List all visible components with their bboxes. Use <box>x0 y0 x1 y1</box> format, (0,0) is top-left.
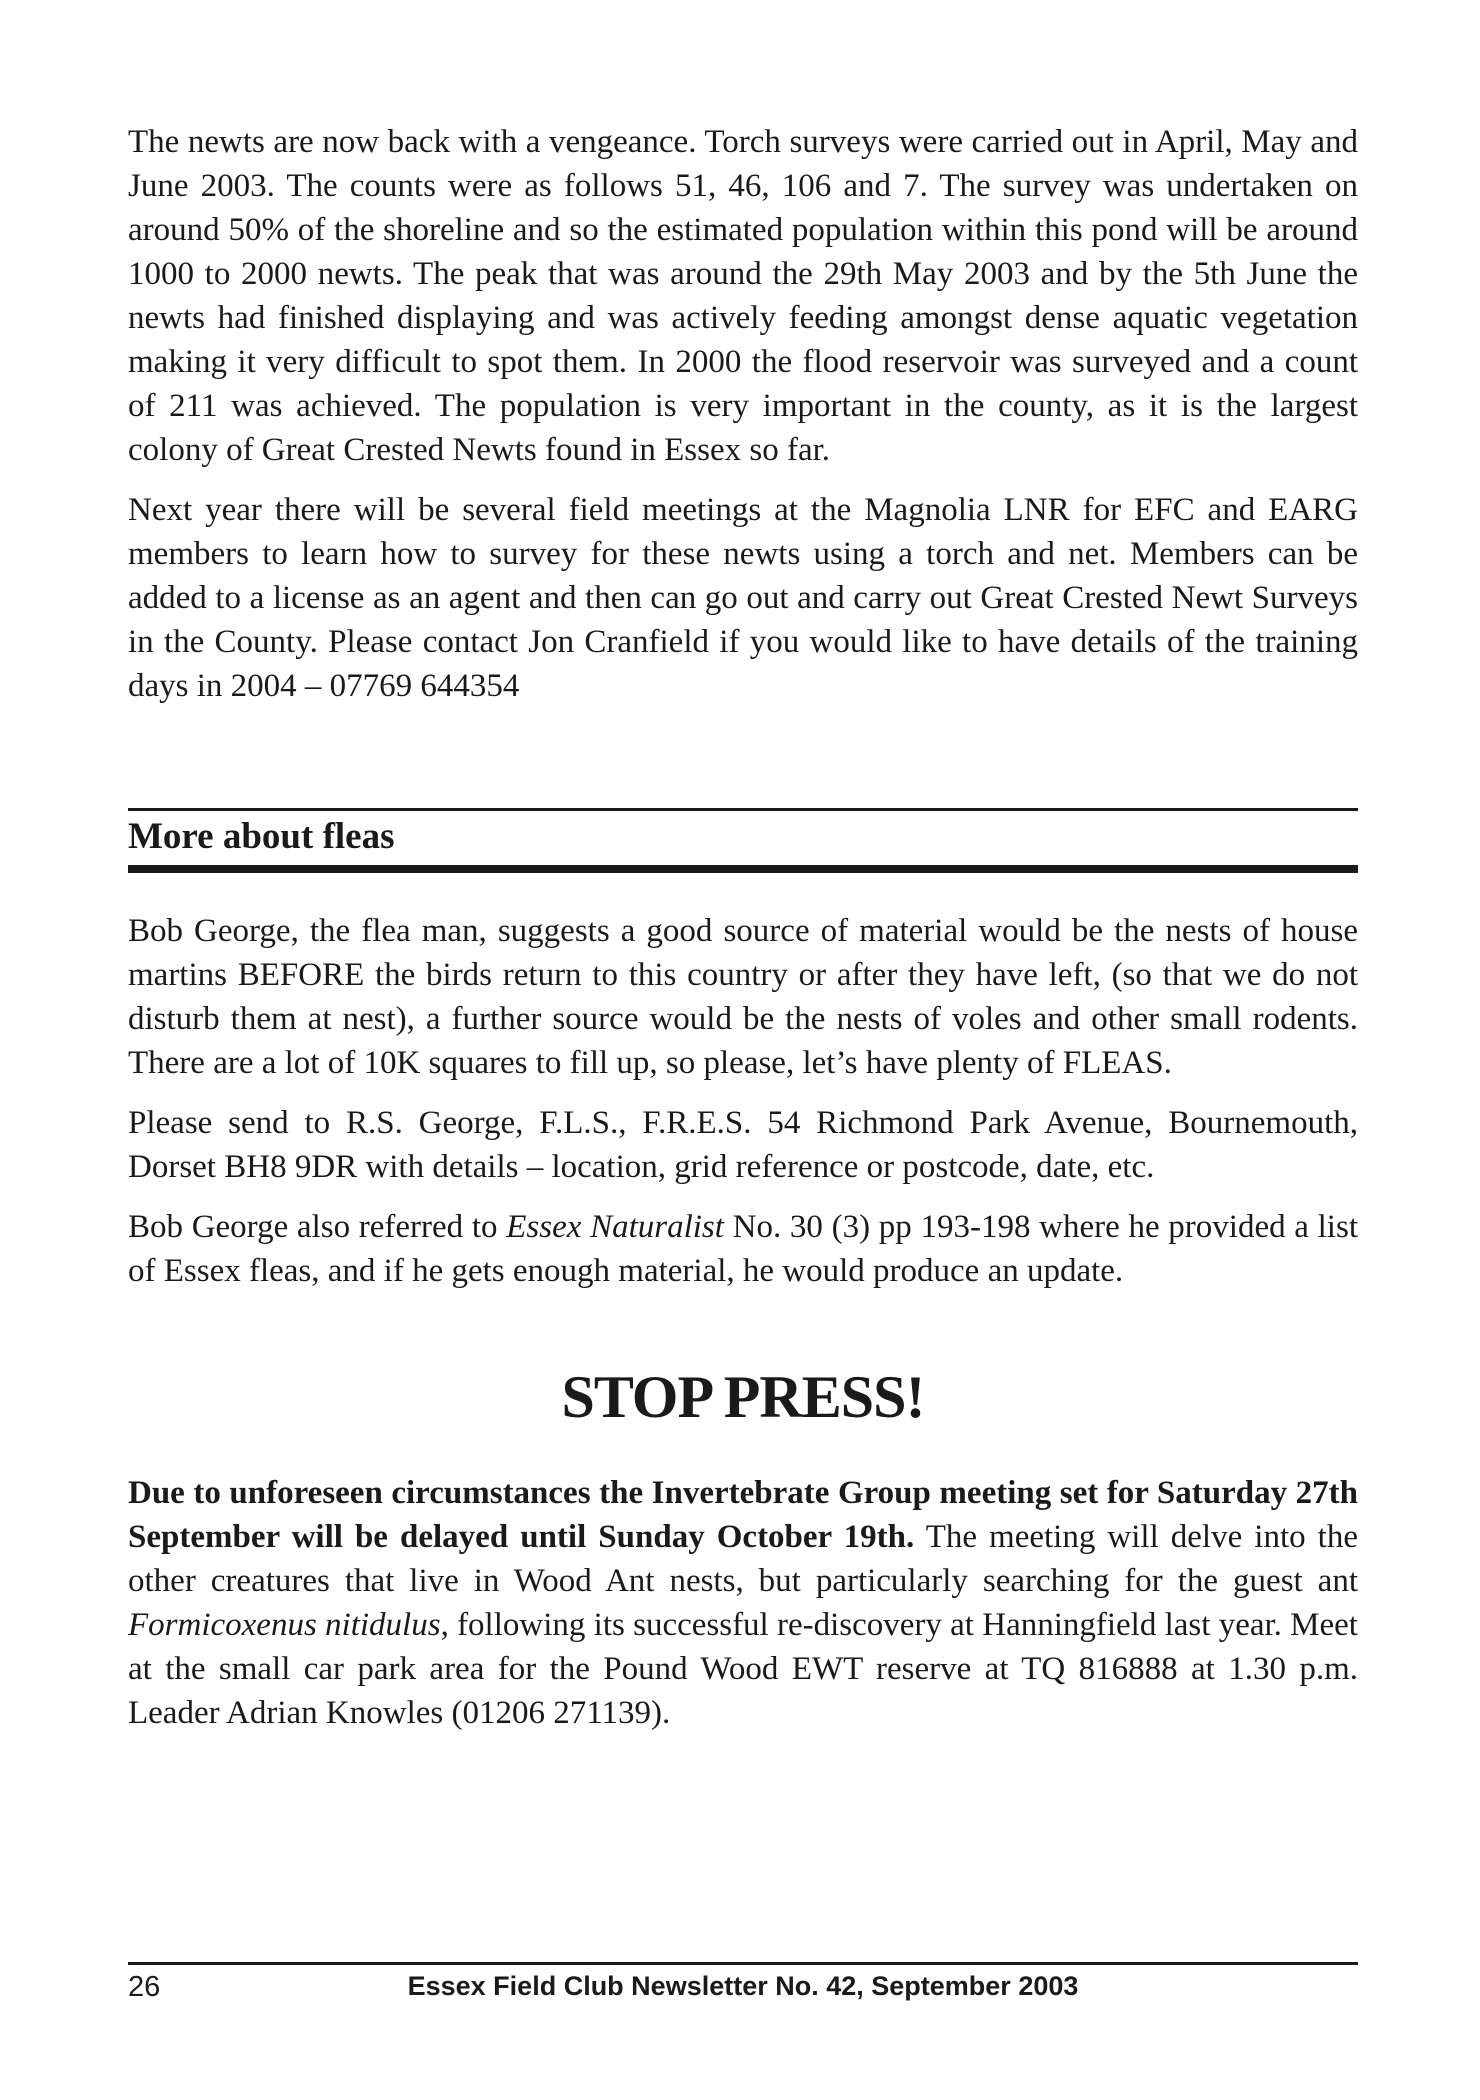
page-content <box>128 120 1358 1735</box>
stop-press-bold-text: Due to unforeseen circumstances the Invertebrate Group meeting set for Saturday 27th September will be delayed until Sunday October 19th. <box>128 1475 1358 1555</box>
fleas-heading: More about fleas <box>128 816 395 857</box>
fleas-paragraph-3 <box>128 1205 1358 1293</box>
fleas-paragraph-1: Bob George, the flea man, suggests a good source of material would be the nests of house martins BEFORE the birds return to this country or after they have left, (so that we do not disturb them at nest), a further source would be the nests of voles and other small rodents. There are a lot of 10K squares to fill up, so please, let’s have plenty of FLEAS. <box>128 913 1358 1081</box>
species-name: Formicoxenus nitidulus <box>128 1607 441 1643</box>
newsletter-title: Essex Field Club Newsletter No. 42, September 2003 <box>407 1971 1079 2001</box>
fleas-paragraph-2: Please send to R.S. George, F.L.S., F.R.E.S. 54 Richmond Park Avenue, Bournemouth, Dorset BH8 9DR with details – location, grid reference or postcode, date, etc. <box>128 1105 1358 1185</box>
stop-press-text-1: The meeting will delve into the other creatures that live in Wood Ant nests, but particularly searching for the guest ant <box>128 1519 1358 1599</box>
newt-paragraph-1: The newts are now back with a vengeance. Torch surveys were carried out in April, May and June 2003. The counts were as follows 51, 46, 106 and 7. The survey was undertaken on around 50% of the shoreline and so the estimated population within this pond will be around 1000 to 2000 newts. The peak that was around the 29th May 2003 and by the 5th June the newts had finished displaying and was actively feeding amongst dense aquatic vegetation making it very difficult to spot them. In 2000 the flood reservoir was surveyed and a count of 211 was achieved. The population is very important in the county, as it is the largest colony of Great Crested Newts found in Essex so far. <box>128 124 1358 468</box>
page-footer <box>128 1962 1358 2013</box>
fleas-section-header <box>128 808 1358 873</box>
stop-press-paragraph <box>128 1471 1358 1735</box>
stop-press-text-2: , following its successful re-discovery at Hanningfield last year. Meet at the small car park area for the Pound Wood EWT reserve at TQ 816888 at 1.30 p.m. Leader Adrian Knowles (01206 271139). <box>128 1607 1358 1731</box>
newt-paragraph-2: Next year there will be several field meetings at the Magnolia LNR for EFC and EARG members to learn how to survey for these newts using a torch and net. Members can be added to a license as an agent and then can go out and carry out Great Crested Newt Surveys in the County. Please contact Jon Cranfield if you would like to have details of the training days in 2004 – 07769 644354 <box>128 492 1358 704</box>
essex-naturalist-title: Essex Naturalist <box>506 1209 724 1245</box>
fleas-paragraph-3-end: No. 30 (3) pp 193-198 where he provided a list of Essex fleas, and if he gets enough material, he would produce an update. <box>128 1209 1358 1289</box>
page-number: 26 <box>128 1971 161 2003</box>
fleas-paragraph-3-start: Bob George also referred to <box>128 1209 507 1245</box>
stop-press-heading: STOP PRESS! <box>561 1364 925 1430</box>
